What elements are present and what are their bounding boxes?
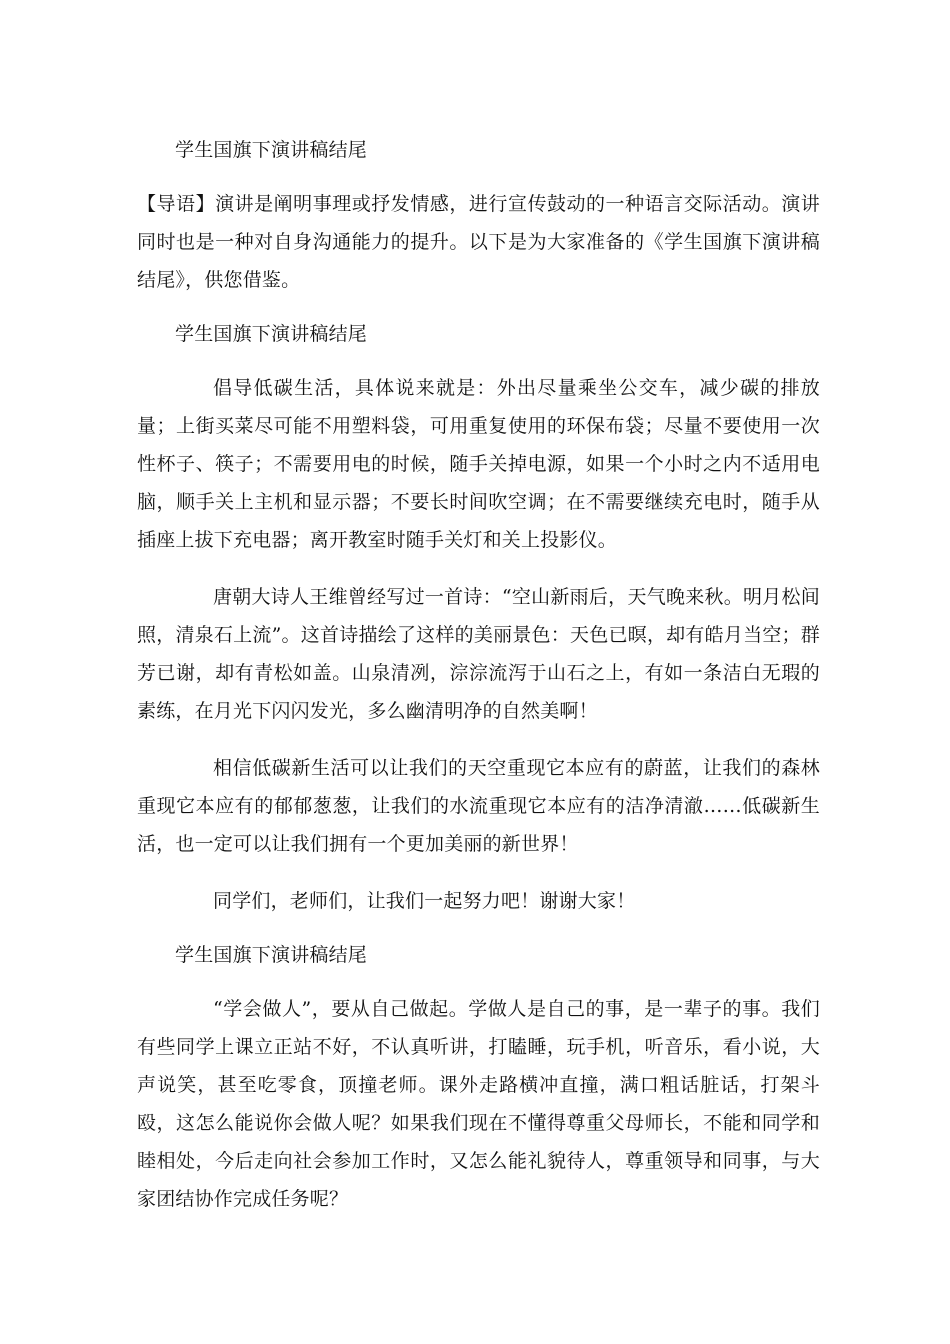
- section-heading: 学生国旗下演讲稿结尾: [175, 944, 368, 966]
- body-paragraph: 同学们，老师们，让我们一起努力吧！谢谢大家！: [213, 890, 636, 912]
- document-title: 学生国旗下演讲稿结尾: [175, 139, 368, 161]
- intro-paragraph: 【导语】演讲是阐明事理或抒发情感，进行宣传鼓动的一种语言交际活动。演讲同时也是一种对自身沟通能力的提升。以下是为大家准备的《学生国旗下演讲稿结尾》，供您借鉴。: [137, 193, 820, 291]
- body-paragraph: “学会做人”，要从自己做起。学做人是自己的事，是一辈子的事。我们有些同学上课立正站不好，不认真听讲，打瞌睡，玩手机，听音乐，看小说，大声说笑，甚至吃零食，顶撞老师。课外走路横冲直撞，满口粗话脏话，打架斗殴，这怎么能说你会做人呢？如果我们现在不懂得尊重父母师长，不能和同学和睦相处，今后走向社会参加工作时，又怎么能礼貌待人，尊重领导和同事，与大家团结协作完成任务呢？: [137, 998, 820, 1210]
- body-paragraph: 唐朝大诗人王维曾经写过一首诗：“空山新雨后，天气晚来秋。明月松间照，清泉石上流”。这首诗描绘了这样的美丽景色：天色已暝，却有皓月当空；群芳已谢，却有青松如盖。山泉清冽，淙淙流泻于山石之上，有如一条洁白无瑕的素练，在月光下闪闪发光，多么幽清明净的自然美啊！: [137, 586, 820, 722]
- document-body: [137, 131, 820, 1218]
- section-heading: 学生国旗下演讲稿结尾: [175, 323, 368, 345]
- body-paragraph: 相信低碳新生活可以让我们的天空重现它本应有的蔚蓝，让我们的森林重现它本应有的郁郁葱葱，让我们的水流重现它本应有的洁净清澈……低碳新生活，也一定可以让我们拥有一个更加美丽的新世界！: [137, 757, 820, 855]
- body-paragraph: 倡导低碳生活，具体说来就是：外出尽量乘坐公交车，减少碳的排放量；上街买菜尽可能不用塑料袋，可用重复使用的环保布袋；尽量不要使用一次性杯子、筷子；不需要用电的时候，随手关掉电源，如果一个小时之内不适用电脑，顺手关上主机和显示器；不要长时间吹空调；在不需要继续充电时，随手从插座上拔下充电器；离开教室时随手关灯和关上投影仪。: [137, 377, 820, 551]
